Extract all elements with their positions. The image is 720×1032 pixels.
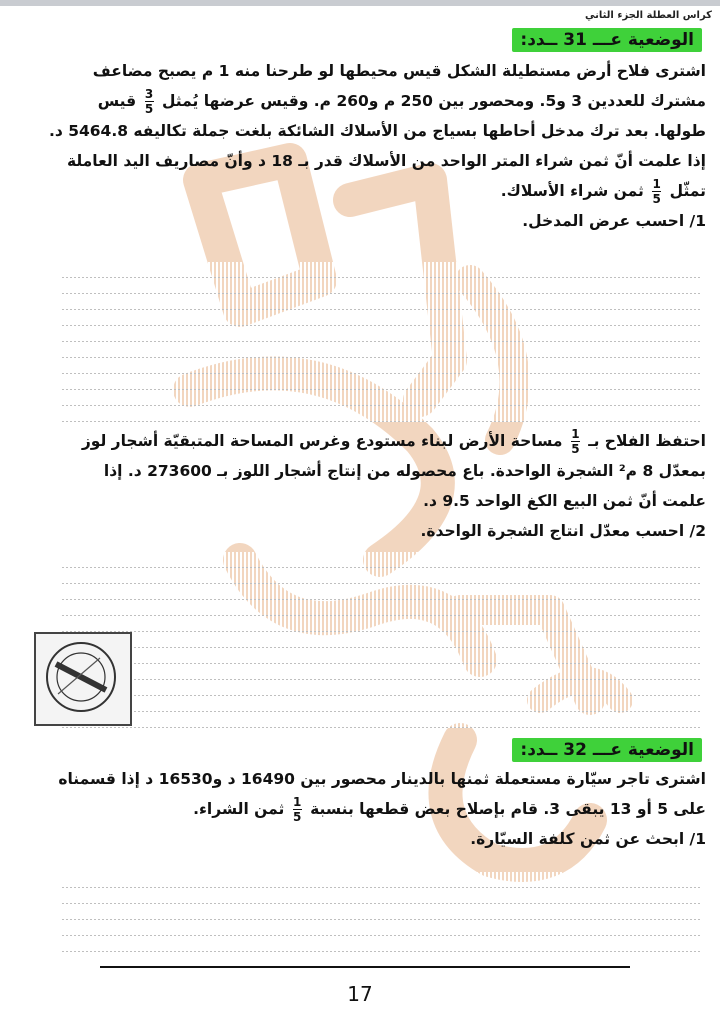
situation-32-question-1: 1/ ابحث عن ثمن كلفة السيّارة. xyxy=(470,830,706,848)
situation-31-line-2 xyxy=(16,86,706,116)
situation-32-line-2-b: ثمن الشراء. xyxy=(193,800,285,818)
fraction-numerator: 1 xyxy=(293,795,302,809)
situation-31-title: الوضعية عـــ 31 ــدد: xyxy=(512,28,702,52)
situation-31-part-2 xyxy=(16,426,706,546)
fraction-denominator: 5 xyxy=(144,102,154,116)
situation-31-line-5-b: ثمن شراء الأسلاك. xyxy=(500,182,644,200)
answer-lines-3 xyxy=(60,872,700,952)
situation-32-line-1: اشترى تاجر سيّارة مستعملة ثمنها بالدينار محصور بين 16490 د و16530 د إذا قسمناه xyxy=(58,770,706,788)
situation-32-line-2 xyxy=(16,794,706,824)
part-2-line-3: علمت أنّ ثمن البيع الكغ الواحد 9.5 د. xyxy=(423,492,706,510)
fraction-1-5 xyxy=(293,796,302,823)
fraction-numerator: 3 xyxy=(144,87,154,101)
situation-31-line-1: اشترى فلاح أرض مستطيلة الشكل قيس محيطها لو طرحنا منه 1 م يصبح مضاعف xyxy=(92,62,706,80)
top-bar xyxy=(0,0,720,6)
fraction-denominator: 5 xyxy=(571,442,580,456)
fraction-numerator: 1 xyxy=(571,427,580,441)
situation-31-line-5 xyxy=(16,176,706,206)
situation-31-line-2-b: قيس xyxy=(97,92,137,110)
running-head: كراس العطلة الجزء الثاني xyxy=(584,10,712,21)
situation-31-line-5-a: تمثّل xyxy=(669,182,706,200)
situation-32-line-2-a: على 5 أو 13 يبقى 3. قام بإصلاح بعض قطعها بنسبة xyxy=(310,800,706,818)
situation-31-line-3: طولها. بعد ترك مدخل أحاطها بسياج من الأسلاك الشائكة بلغت جملة تكاليفه 5464.8 د. xyxy=(48,122,706,140)
answer-lines-1 xyxy=(60,262,700,422)
part-2-line-2: بمعدّل 8 م² الشجرة الواحدة. باع محصوله من إنتاج أشجار اللوز بـ 273600 د. إذا xyxy=(103,462,706,480)
situation-31-question-1: 1/ احسب عرض المدخل. xyxy=(522,212,706,230)
part-2-line-1 xyxy=(16,426,706,456)
situation-32-title: الوضعية عـــ 32 ــدد: xyxy=(512,738,702,762)
fraction-denominator: 5 xyxy=(293,810,302,824)
part-2-line-1-a: احتفظ الفلاح بـ xyxy=(588,432,706,450)
fraction-3-5 xyxy=(145,88,154,115)
situation-32-text xyxy=(16,764,706,854)
stamp-seal-icon xyxy=(36,634,126,720)
part-2-line-1-b: مساحة الأرض لبناء مستودع وغرس المساحة المتبقيّة أشجار لوز xyxy=(81,432,563,450)
part-2-question-2: 2/ احسب معدّل انتاج الشجرة الواحدة. xyxy=(420,522,706,540)
answer-lines-2 xyxy=(60,552,700,728)
situation-31-line-4: إذا علمت أنّ ثمن شراء المتر الواحد من الأسلاك قدر بـ 18 د وأنّ مصاريف اليد العاملة xyxy=(66,152,706,170)
page-number: 17 xyxy=(347,982,373,1006)
footer-rule xyxy=(100,966,630,968)
fraction-1-5 xyxy=(571,428,580,455)
fraction-denominator: 5 xyxy=(652,192,661,206)
stamp-image xyxy=(34,632,132,726)
fraction-numerator: 1 xyxy=(652,177,661,191)
situation-31-line-2-a: مشترك للعددين 3 و5. ومحصور بين 250 م و260 م. وقيس عرضها يُمثل xyxy=(161,92,706,110)
fraction-1-5 xyxy=(652,178,661,205)
situation-31-text xyxy=(16,56,706,236)
